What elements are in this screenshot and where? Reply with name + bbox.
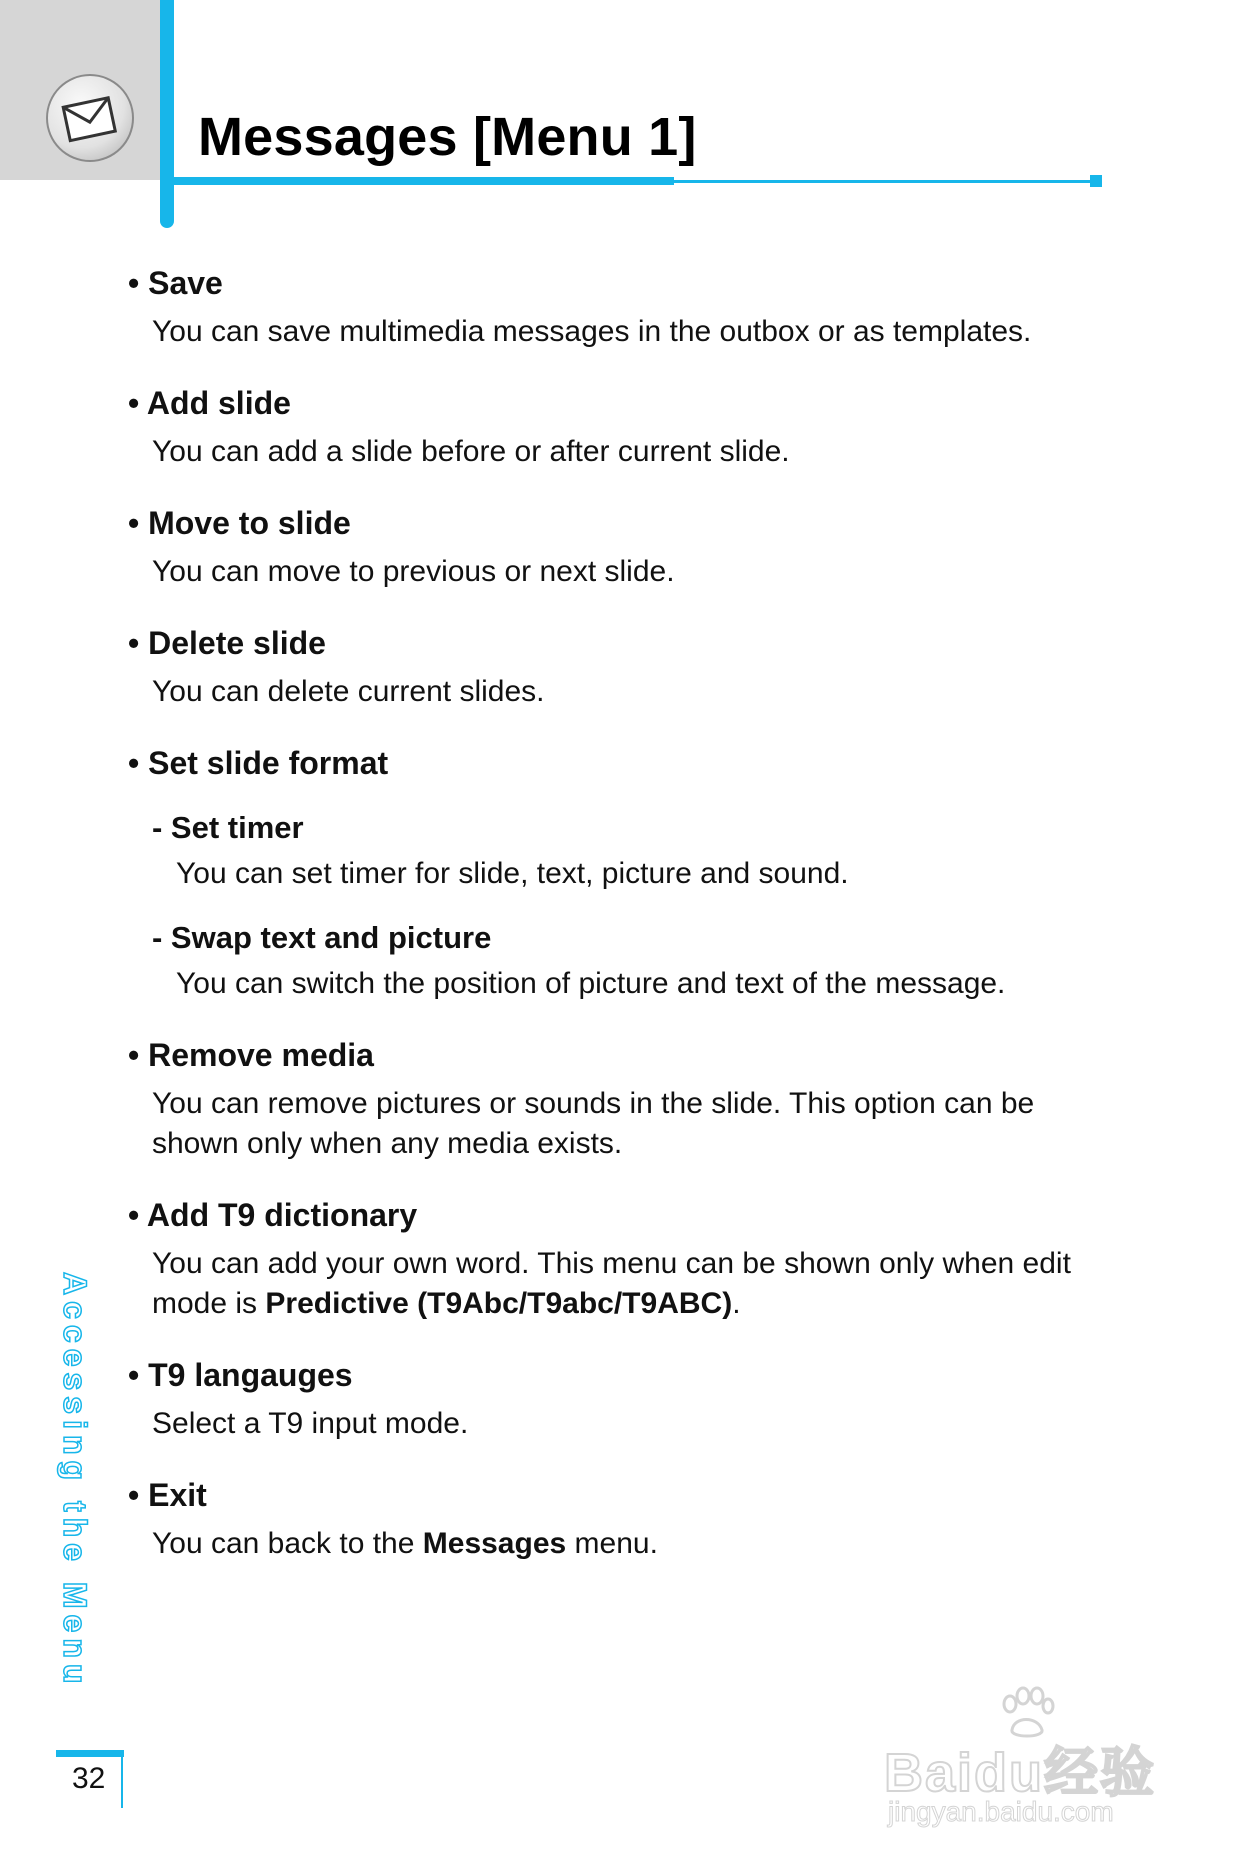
item-title: • Set slide format bbox=[128, 745, 389, 781]
menu-item-list bbox=[128, 262, 1128, 1594]
item-description: You can move to previous or next slide. bbox=[152, 555, 675, 588]
list-item bbox=[128, 262, 1128, 352]
sub-item bbox=[128, 808, 1128, 894]
item-title: • Delete slide bbox=[128, 625, 326, 661]
item-title: • Remove media bbox=[128, 1037, 374, 1073]
item-description: You can remove pictures or sounds in the slide. This option can be shown only when any media exists. bbox=[152, 1087, 1035, 1160]
desc-text: You can add your own word. This menu can be shown only when edit mode is bbox=[152, 1247, 1071, 1320]
desc-text: . bbox=[732, 1287, 741, 1320]
item-title: • Save bbox=[128, 265, 223, 301]
list-item bbox=[128, 622, 1128, 712]
item-title: • T9 langauges bbox=[128, 1357, 353, 1393]
page-number: 32 bbox=[72, 1762, 106, 1795]
item-description: You can delete current slides. bbox=[152, 675, 545, 708]
sub-item-description: You can switch the position of picture and text of the message. bbox=[176, 967, 1006, 1000]
list-item bbox=[128, 742, 1128, 1004]
item-description: You can save multimedia messages in the outbox or as templates. bbox=[152, 315, 1032, 348]
sub-item-title: - Swap text and picture bbox=[152, 920, 492, 955]
item-title: • Exit bbox=[128, 1477, 207, 1513]
list-item bbox=[128, 502, 1128, 592]
item-title: • Add T9 dictionary bbox=[128, 1197, 418, 1233]
title-underline-thin bbox=[674, 180, 1096, 183]
item-description bbox=[128, 1244, 1128, 1324]
desc-bold: Messages bbox=[422, 1527, 567, 1560]
desc-bold: Predictive (T9Abc/T9abc/T9ABC) bbox=[265, 1287, 733, 1320]
desc-text: You can back to the bbox=[152, 1527, 423, 1560]
item-description bbox=[128, 1524, 1128, 1564]
watermark-brand: Baidu经验 bbox=[884, 1743, 1157, 1803]
list-item bbox=[128, 382, 1128, 472]
sidebar-section-label: Accessing the Menu bbox=[57, 1272, 93, 1690]
title-underline bbox=[174, 177, 674, 185]
item-title: • Move to slide bbox=[128, 505, 351, 541]
list-item bbox=[128, 1474, 1128, 1564]
item-description: Select a T9 input mode. bbox=[152, 1407, 469, 1440]
page-title: Messages [Menu 1] bbox=[198, 107, 697, 167]
page-number-divider bbox=[121, 1756, 123, 1808]
item-description: You can add a slide before or after current slide. bbox=[152, 435, 790, 468]
sub-item bbox=[128, 918, 1128, 1004]
title-underline-end bbox=[1090, 175, 1102, 187]
list-item bbox=[128, 1354, 1128, 1444]
header-vertical-bar bbox=[160, 0, 174, 228]
item-title: • Add slide bbox=[128, 385, 291, 421]
watermark-site: jingyan.baidu.com bbox=[888, 1796, 1114, 1827]
list-item bbox=[128, 1034, 1128, 1164]
watermark bbox=[884, 1686, 1184, 1826]
sub-item-description: You can set timer for slide, text, picture and sound. bbox=[176, 857, 849, 890]
list-item bbox=[128, 1194, 1128, 1324]
sub-item-title: - Set timer bbox=[152, 810, 304, 845]
envelope-icon bbox=[46, 74, 134, 162]
page-number-bar bbox=[56, 1750, 124, 1757]
desc-text: menu. bbox=[566, 1527, 658, 1560]
